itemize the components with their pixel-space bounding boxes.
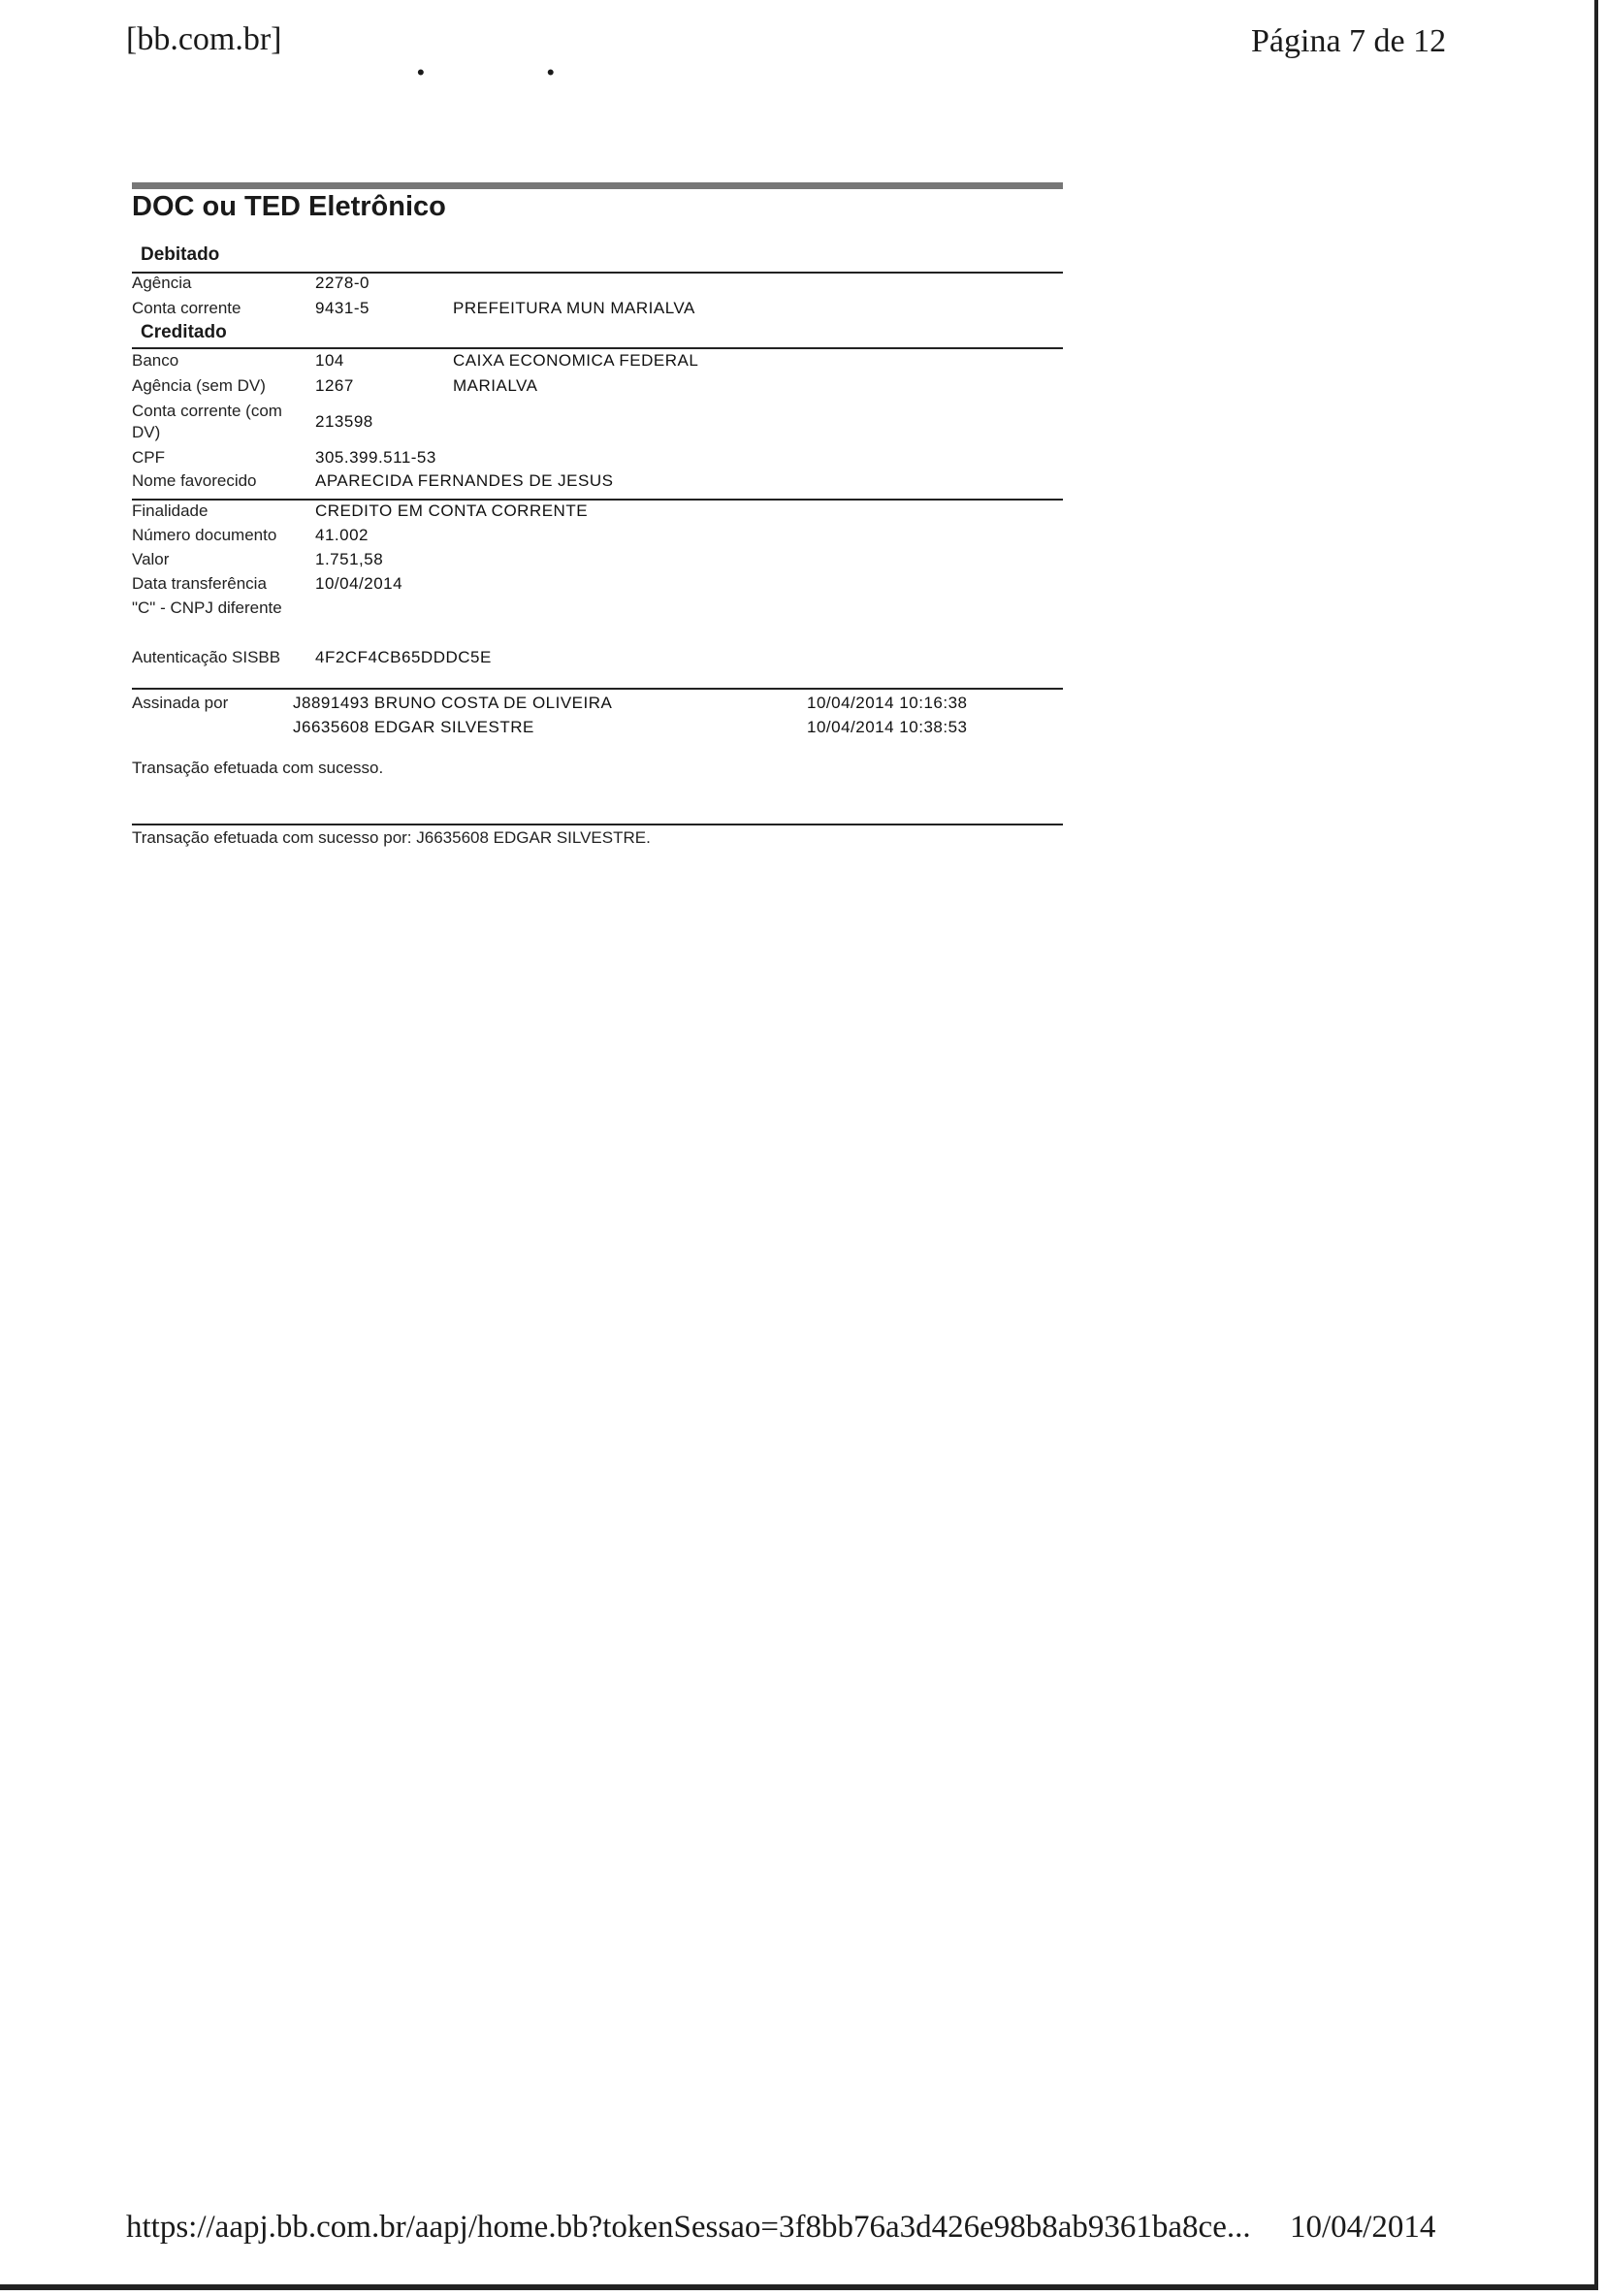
- value-banco: 104: [315, 351, 344, 370]
- label-conta-corrente-com-dv: Conta corrente (com: [132, 402, 282, 420]
- value-autenticacao: 4F2CF4CB65DDDC5E: [315, 648, 492, 666]
- value-finalidade: CREDITO EM CONTA CORRENTE: [315, 501, 589, 520]
- label-numero-documento: Número documento: [132, 526, 277, 544]
- value-nome-favorecido: APARECIDA FERNANDES DE JESUS: [315, 471, 614, 490]
- status-message: Transação efetuada com sucesso.: [132, 759, 384, 777]
- value-cpf: 305.399.511-53: [315, 448, 436, 467]
- section-creditado-heading: Creditado: [141, 322, 227, 342]
- label-conta-corrente-com-dv-cont: DV): [132, 423, 161, 441]
- value-agencia: 2278-0: [315, 274, 369, 292]
- label-autenticacao: Autenticação SISBB: [132, 648, 281, 666]
- label-agencia-sem-dv: Agência (sem DV): [132, 376, 266, 395]
- print-footer-url: https://aapj.bb.com.br/aapj/home.bb?tokenSessao=3f8bb76a3d426e98b8ab9361ba8ce...: [126, 2210, 1251, 2245]
- signer-2: J6635608 EDGAR SILVESTRE: [293, 718, 534, 736]
- signer-2-timestamp: 10/04/2014 10:38:53: [807, 718, 968, 736]
- divider: [132, 688, 1063, 690]
- print-header-site: [bb.com.br]: [126, 21, 282, 57]
- signer-1-timestamp: 10/04/2014 10:16:38: [807, 694, 968, 712]
- divider: [132, 347, 1063, 349]
- status-final-message: Transação efetuada com sucesso por: J6635608 EDGAR SILVESTRE.: [132, 828, 651, 847]
- label-assinada-por: Assinada por: [132, 694, 229, 712]
- value-valor: 1.751,58: [315, 550, 384, 568]
- scan-specks: • •: [417, 60, 613, 84]
- divider: [132, 499, 1063, 501]
- label-conta-corrente: Conta corrente: [132, 299, 241, 317]
- label-cpf: CPF: [132, 448, 165, 467]
- value-numero-documento: 41.002: [315, 526, 369, 544]
- label-valor: Valor: [132, 550, 170, 568]
- page-title: DOC ou TED Eletrônico: [132, 191, 446, 222]
- divider: [132, 824, 1063, 825]
- signer-1: J8891493 BRUNO COSTA DE OLIVEIRA: [293, 694, 613, 712]
- label-agencia: Agência: [132, 274, 192, 292]
- title-bar: [132, 182, 1063, 189]
- label-banco: Banco: [132, 351, 179, 370]
- label-nome-favorecido: Nome favorecido: [132, 471, 257, 490]
- value-banco-nome: CAIXA ECONOMICA FEDERAL: [453, 351, 699, 370]
- value-agencia-cidade: MARIALVA: [453, 376, 538, 395]
- print-header-page-number: Página 7 de 12: [1251, 23, 1447, 59]
- divider: [132, 272, 1063, 274]
- label-finalidade: Finalidade: [132, 501, 209, 520]
- section-debitado-heading: Debitado: [141, 244, 220, 265]
- value-data-transferencia: 10/04/2014: [315, 574, 403, 593]
- label-data-transferencia: Data transferência: [132, 574, 267, 593]
- value-conta-corrente-com-dv: 213598: [315, 412, 373, 431]
- print-footer-date: 10/04/2014: [1290, 2210, 1436, 2245]
- value-conta-corrente: 9431-5: [315, 299, 369, 317]
- value-conta-titular: PREFEITURA MUN MARIALVA: [453, 299, 695, 317]
- value-agencia-sem-dv: 1267: [315, 376, 354, 395]
- label-cnpj-diferente: "C" - CNPJ diferente: [132, 598, 282, 617]
